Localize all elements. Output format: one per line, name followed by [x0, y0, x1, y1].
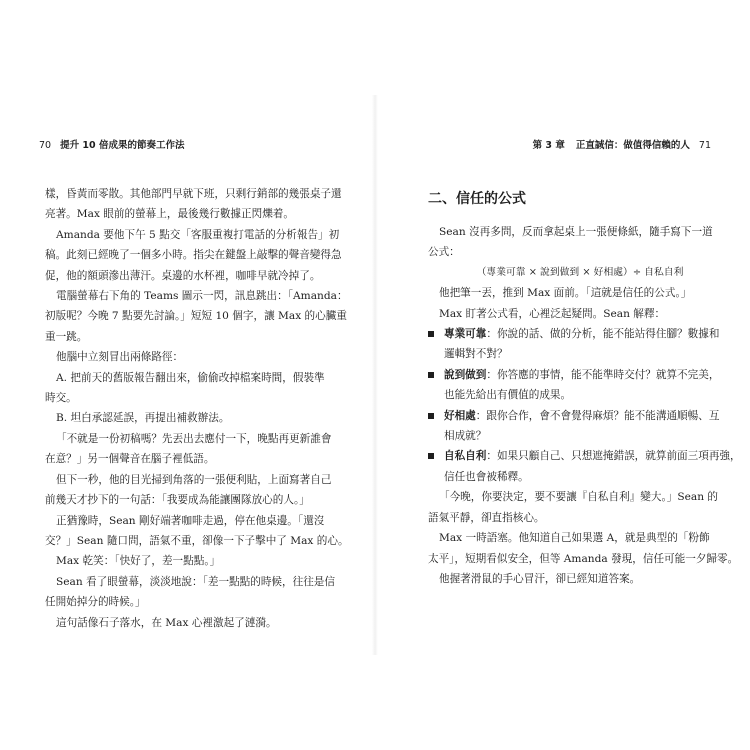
text-line: 重一跳。	[45, 330, 88, 343]
right-page	[378, 0, 750, 750]
text-line: 但下一秒，他的目光掃到角落的一張便利貼，上面寫著自己	[56, 473, 332, 486]
text-line: 這句話像石子落水，在 Max 心裡激起了漣漪。	[56, 616, 277, 629]
list-item	[428, 426, 710, 446]
bullet-text: 也能先給出有價值的成果。	[444, 389, 572, 402]
text-line: 前幾天才抄下的一句話：「我要成為能讓團隊放心的人。」	[45, 494, 310, 507]
square-bullet-icon	[428, 413, 434, 419]
square-bullet-icon	[428, 331, 434, 337]
text-line: 太平」，短期看似安全，但等 Amanda 發現，信任可能一夕歸零。	[428, 552, 739, 565]
text-line: 在意？」另一個聲音在腦子裡低語。	[45, 453, 215, 466]
list-item	[428, 324, 720, 344]
text-line: Max 盯著公式看，心裡泛起疑問。Sean 解釋：	[439, 307, 666, 320]
square-bullet-icon	[428, 453, 434, 459]
text-line: 稿。此刻已經晚了一個多小時。指尖在鍵盤上敲擊的聲音變得急	[45, 249, 342, 262]
text-line: Amanda 要他下午 5 點交「客服重複打電話的分析報告」初	[56, 228, 340, 241]
text-line: Sean 沒再多問，反而拿起桌上一張便條紙，隨手寫下一道	[439, 226, 713, 238]
left-page-body	[45, 184, 349, 633]
text-line: 初版呢？今晚 7 點要先討論。」短短 10 個字，讓 Max 的心臟重	[45, 310, 347, 323]
text-line: 時交。	[45, 392, 77, 405]
right-page-number: 71	[698, 140, 711, 151]
trust-factor-list	[428, 324, 741, 487]
chapter-label: 第 3 章	[532, 140, 565, 151]
square-bullet-icon	[428, 372, 434, 378]
bullet-term: 好相處	[444, 409, 476, 422]
left-page-number: 70	[39, 140, 52, 151]
bullet-term: 自私自利	[444, 450, 487, 463]
left-page	[0, 0, 372, 750]
bullet-text: 信任也會被稀釋。	[444, 470, 529, 483]
text-line: Max 乾笑：「快好了，差一點點。」	[56, 555, 221, 568]
intro-paragraph	[428, 222, 713, 263]
list-item	[428, 446, 741, 466]
bullet-text: 相成就？	[444, 430, 487, 443]
section-heading: 二、信任的公式	[428, 191, 526, 207]
text-line: Sean 看了眼螢幕，淡淡地說：「差一點點的時候，往往是信	[56, 575, 335, 588]
closing-paragraphs	[428, 487, 739, 589]
bullet-text: ：跟你合作，會不會覺得麻煩？能不能溝通順暢、互	[475, 409, 720, 422]
list-item	[428, 344, 710, 364]
bullet-term: 專業可靠	[444, 328, 487, 341]
text-line: 他腦中立刻冒出兩條路徑：	[56, 351, 184, 364]
text-line: 亮著。Max 眼前的螢幕上，最後幾行數據正閃爍着。	[45, 208, 294, 221]
book-title-running-head: 提升 10 倍成果的節奏工作法	[60, 140, 185, 151]
left-running-header	[33, 137, 184, 151]
text-line: 他握著滑鼠的手心冒汗，卻已經知道答案。	[439, 572, 641, 585]
bullet-term: 說到做到	[444, 368, 487, 381]
text-line: 任開始掉分的時候。」	[45, 596, 146, 609]
bullet-text: ：你說的話、做的分析，能不能站得住腳？數據和	[486, 328, 720, 341]
bullet-text: 邏輯對不對？	[444, 348, 508, 361]
text-line: 樣，昏黃而零散。其他部門早就下班，只剩行銷部的幾張桌子還	[45, 188, 342, 200]
list-item	[428, 385, 710, 405]
text-line: 正猶豫時，Sean 剛好端著咖啡走過，停在他桌邊。「還沒	[56, 514, 325, 527]
list-item	[428, 365, 720, 385]
list-item	[428, 406, 720, 426]
right-running-header	[533, 137, 717, 151]
text-line: 電腦螢幕右下角的 Teams 圖示一閃，訊息跳出：「Amanda：	[56, 290, 348, 303]
text-line: A. 把前天的舊版報告翻出來，偷偷改掉檔案時間，假裝準	[56, 371, 325, 384]
after-formula-paragraphs	[428, 283, 710, 324]
list-item	[428, 467, 710, 487]
text-line: 促，他的額頭滲出薄汗。桌邊的水杯裡，咖啡早就冷掉了。	[45, 269, 321, 282]
chapter-title: 正直誠信：做值得信賴的人	[575, 140, 690, 151]
text-line: 「不就是一份初稿嗎？先丟出去應付一下，晚點再更新誰會	[56, 432, 332, 445]
trust-formula: （專業可靠 × 說到做到 × 好相處）÷ 自私自利	[476, 266, 684, 278]
bullet-text: ：如果只顧自己、只想遮掩錯誤，就算前面三項再強，	[486, 450, 741, 463]
text-line: Max 一時語塞。他知道自己如果選 A，就是典型的「粉飾	[439, 532, 710, 545]
bullet-text: ：你答應的事情，能不能準時交付？就算不完美，	[486, 368, 720, 381]
text-line: B. 坦白承認延誤，再提出補救辦法。	[56, 412, 230, 425]
right-page-body	[428, 222, 741, 589]
text-line: 語氣平靜，卻直指核心。	[428, 511, 545, 524]
text-line: 公式：	[428, 246, 460, 259]
text-line: 「今晚，你要決定，要不要讓『自私自利』變大。」Sean 的	[439, 491, 718, 504]
text-line: 他把筆一丟，推到 Max 面前。「這就是信任的公式。」	[439, 287, 692, 300]
text-line: 交？」Sean 隨口問，語氣不重，卻像一下子擊中了 Max 的心。	[45, 534, 349, 547]
